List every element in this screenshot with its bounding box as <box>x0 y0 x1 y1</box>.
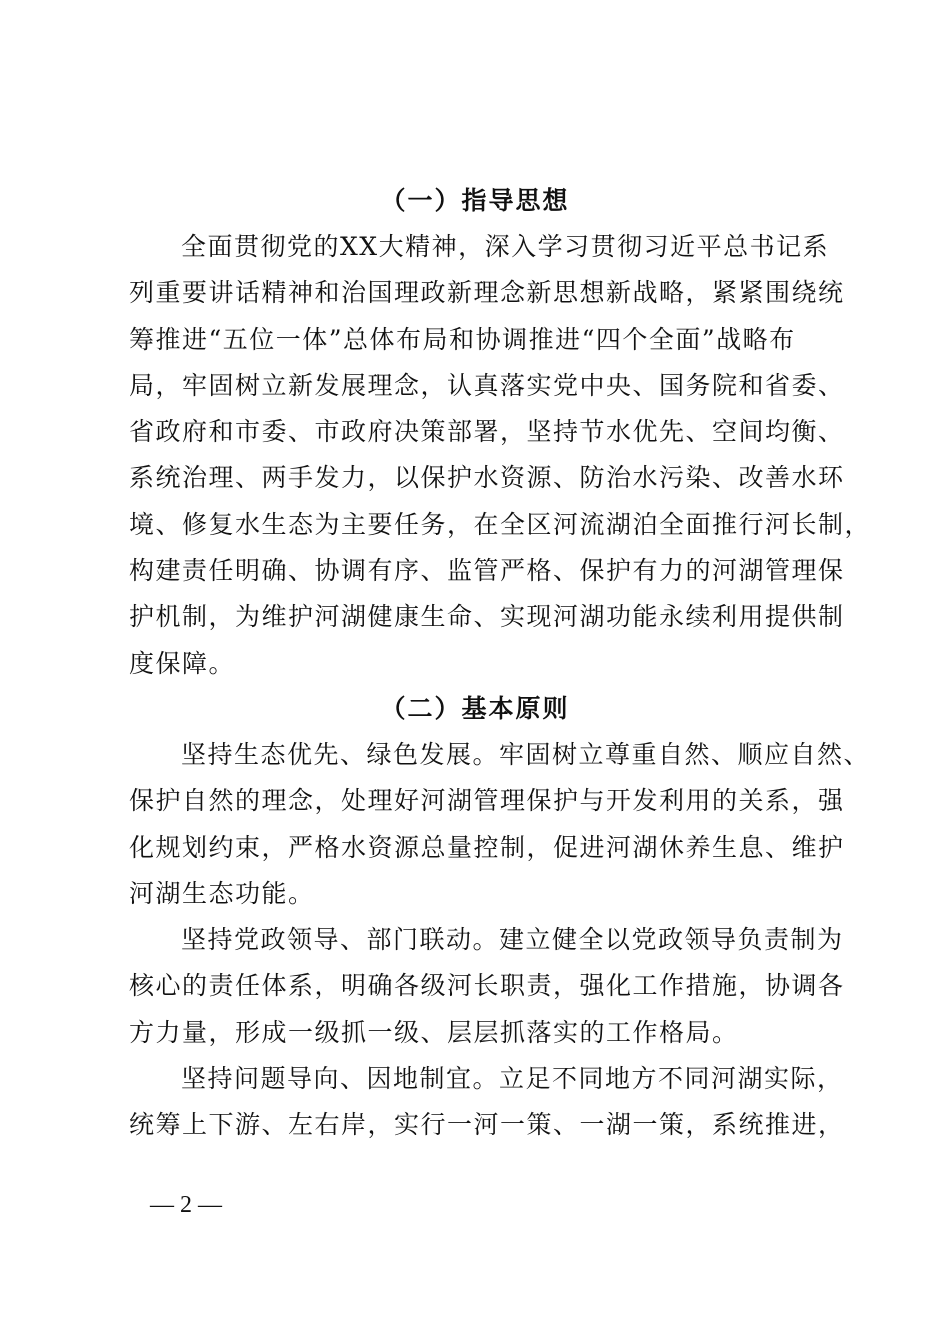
paragraph-principle-ecology <box>129 732 871 917</box>
paragraph-line: 局，牢固树立新发展理念，认真落实党中央、国务院和省委、 <box>129 370 845 400</box>
page-number: — 2 — <box>150 1192 222 1218</box>
paragraph-line: 坚持生态优先、绿色发展。牢固树立尊重自然、顺应自然、 <box>181 740 871 769</box>
paragraph-line: 河湖生态功能。 <box>129 878 315 908</box>
paragraph-line: 列重要讲话精神和治国理政新理念新思想新战略，紧紧围绕统 <box>129 278 845 308</box>
paragraph-line: 化规划约束，严格水资源总量控制，促进河湖休养生息、维护 <box>129 832 845 862</box>
paragraph-line: 构建责任明确、协调有序、监管严格、保护有力的河湖管理保 <box>129 556 845 586</box>
paragraph-line: 系统治理、两手发力，以保护水资源、防治水污染、改善水环 <box>129 463 845 493</box>
paragraph-line: 核心的责任体系，明确各级河长职责，强化工作措施，协调各 <box>129 971 845 1001</box>
paragraph-line: 坚持问题导向、因地制宜。立足不同地方不同河湖实际， <box>181 1064 844 1093</box>
section-heading-guiding: （一）指导思想 <box>380 186 570 215</box>
paragraph-line: 省政府和市委、市政府决策部署，坚持节水优先、空间均衡、 <box>129 417 845 447</box>
paragraph-guiding <box>129 224 872 687</box>
paragraph-line: 筹推进“五位一体”总体布局和协调推进“四个全面”战略布 <box>129 324 796 354</box>
section-heading-principles: （二）基本原则 <box>380 694 570 723</box>
paragraph-line: 度保障。 <box>129 648 236 678</box>
paragraph-principle-leadership <box>129 917 845 1056</box>
paragraph-line: 方力量，形成一级抓一级、层层抓落实的工作格局。 <box>129 1017 739 1047</box>
paragraph-line: 统筹上下游、左右岸，实行一河一策、一湖一策，系统推进， <box>129 1110 845 1140</box>
paragraph-line: 境、修复水生态为主要任务，在全区河流湖泊全面推行河长制， <box>129 509 872 539</box>
paragraph-line: 全面贯彻党的XX大精神，深入学习贯彻习近平总书记系 <box>181 232 830 261</box>
paragraph-line: 保护自然的理念，处理好河湖管理保护与开发利用的关系，强 <box>129 786 845 816</box>
paragraph-line: 坚持党政领导、部门联动。建立健全以党政领导负责制为 <box>181 925 844 954</box>
paragraph-line: 护机制，为维护河湖健康生命、实现河湖功能永续利用提供制 <box>129 602 845 632</box>
paragraph-principle-problem <box>129 1056 845 1149</box>
